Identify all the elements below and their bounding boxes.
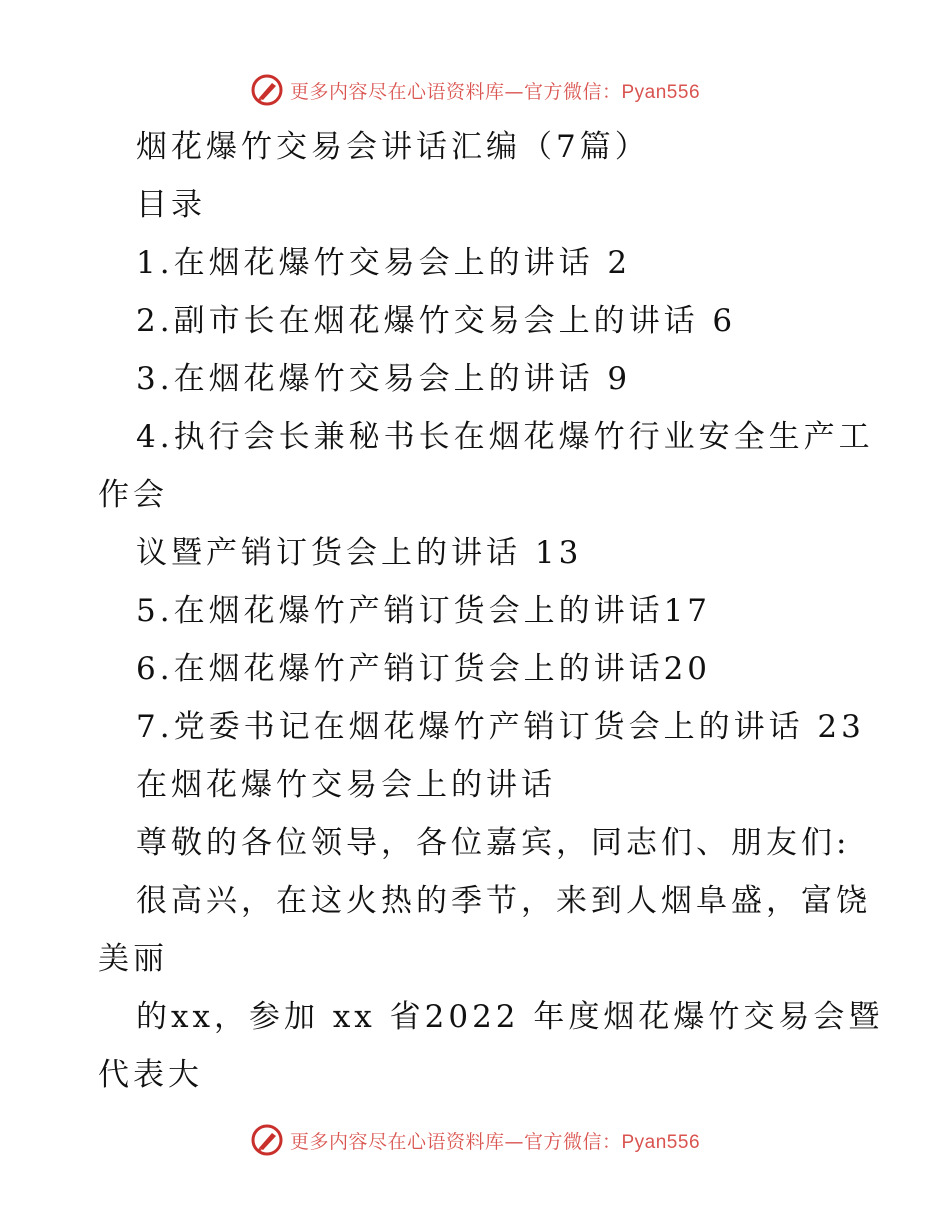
- toc-item: 3.在烟花爆竹交易会上的讲话 9: [136, 361, 632, 397]
- toc-heading: 目录: [136, 187, 206, 223]
- header-watermark: [0, 70, 950, 110]
- document-body: [98, 118, 884, 1104]
- body-paragraph: 很高兴，在这火热的季节，来到人烟阜盛，富饶: [136, 883, 871, 919]
- toc-item: 1.在烟花爆竹交易会上的讲话 2: [136, 245, 632, 281]
- footer-watermark: [0, 1120, 950, 1160]
- toc-item: 6.在烟花爆竹产销订货会上的讲话20: [136, 651, 712, 687]
- body-paragraph-wrap: 代表大: [98, 1057, 203, 1093]
- toc-item: 2.副市长在烟花爆竹交易会上的讲话 6: [136, 303, 737, 339]
- pen-logo-icon: [250, 1123, 284, 1157]
- document-title: 烟花爆竹交易会讲话汇编（7篇）: [136, 129, 650, 165]
- watermark-text: 更多内容尽在心语资料库—官方微信：Pyan556: [289, 80, 701, 103]
- toc-item-wrap: 作会: [98, 477, 168, 513]
- toc-item: 7.党委书记在烟花爆竹产销订货会上的讲话 23: [136, 709, 865, 745]
- toc-item: 5.在烟花爆竹产销订货会上的讲话17: [136, 593, 712, 629]
- body-paragraph: 的xx，参加 xx 省2022 年度烟花爆竹交易会暨: [136, 999, 884, 1035]
- pen-logo-icon: [250, 73, 284, 107]
- section-title: 在烟花爆竹交易会上的讲话: [136, 767, 556, 803]
- watermark-text: 更多内容尽在心语资料库—官方微信：Pyan556: [289, 1130, 701, 1153]
- body-paragraph-wrap: 美丽: [98, 941, 168, 977]
- toc-item: 议暨产销订货会上的讲话 13: [136, 535, 583, 571]
- body-paragraph: 尊敬的各位领导，各位嘉宾，同志们、朋友们:: [136, 825, 851, 861]
- toc-item: 4.执行会长兼秘书长在烟花爆竹行业安全生产工: [136, 419, 874, 455]
